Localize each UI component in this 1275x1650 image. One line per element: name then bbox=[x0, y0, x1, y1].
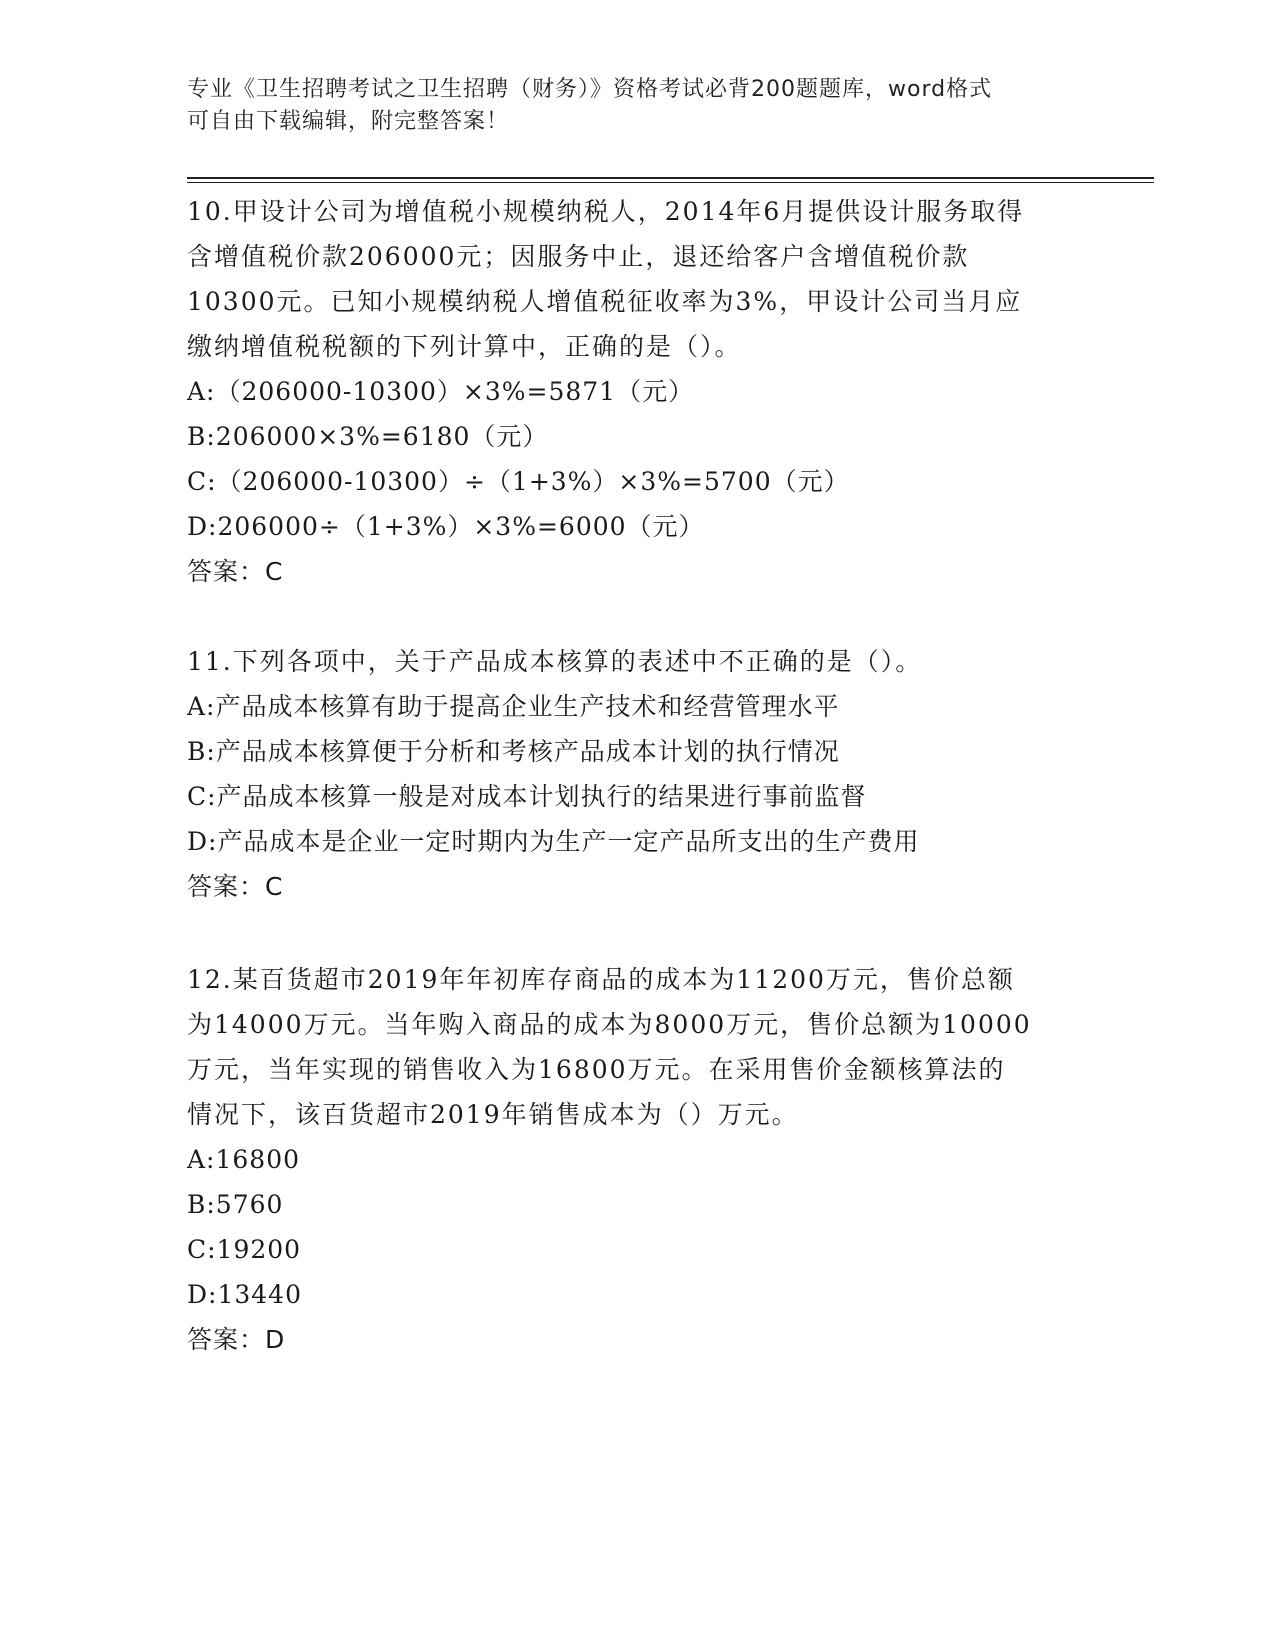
question-stem-line: 缴纳增值税税额的下列计算中，正确的是（）。 bbox=[187, 332, 742, 361]
header-divider-thin bbox=[187, 182, 1154, 183]
question-stem-line: 含增值税价款206000元；因服务中止，退还给客户含增值税价款 bbox=[187, 242, 970, 271]
answer-label: 答案：C bbox=[187, 557, 284, 586]
option-a: A:产品成本核算有助于提高企业生产技术和经营管理水平 bbox=[187, 692, 840, 721]
question-stem-line: 10300元。已知小规模纳税人增值税征收率为3%，甲设计公司当月应 bbox=[187, 287, 1023, 316]
question-11 bbox=[187, 639, 1087, 909]
document-header bbox=[187, 74, 1067, 138]
question-stem-line: 12.某百货超市2019年年初库存商品的成本为11200万元，售价总额 bbox=[187, 965, 1015, 994]
question-stem-line: 为14000万元。当年购入商品的成本为8000万元，售价总额为10000 bbox=[187, 1010, 1032, 1039]
question-12 bbox=[187, 957, 1087, 1362]
option-c: C:19200 bbox=[187, 1235, 302, 1264]
question-stem-line: 万元，当年实现的销售收入为16800万元。在采用售价金额核算法的 bbox=[187, 1055, 1006, 1084]
question-10 bbox=[187, 189, 1087, 594]
option-c: C:（206000-10300）÷（1+3%）×3%=5700（元） bbox=[187, 467, 850, 496]
question-stem-line: 10.甲设计公司为增值税小规模纳税人，2014年6月提供设计服务取得 bbox=[187, 197, 1025, 226]
question-stem-line: 情况下，该百货超市2019年销售成本为（）万元。 bbox=[187, 1100, 799, 1129]
option-a: A:（206000-10300）×3%=5871（元） bbox=[187, 377, 695, 406]
option-a: A:16800 bbox=[187, 1145, 301, 1174]
option-d: D:206000÷（1+3%）×3%=6000（元） bbox=[187, 512, 705, 541]
option-b: B:206000×3%=6180（元） bbox=[187, 422, 549, 451]
header-line-1: 专业《卫生招聘考试之卫生招聘（财务）》资格考试必背200题题库，word格式 bbox=[187, 77, 993, 102]
header-divider-thick bbox=[187, 177, 1154, 179]
option-d: D:13440 bbox=[187, 1280, 302, 1309]
header-line-2: 可自由下载编辑，附完整答案！ bbox=[187, 109, 510, 134]
option-d: D:产品成本是企业一定时期内为生产一定产品所支出的生产费用 bbox=[187, 827, 920, 856]
answer-label: 答案：C bbox=[187, 872, 284, 901]
option-c: C:产品成本核算一般是对成本计划执行的结果进行事前监督 bbox=[187, 782, 867, 811]
answer-label: 答案：D bbox=[187, 1325, 286, 1354]
option-b: B:5760 bbox=[187, 1190, 284, 1219]
question-stem-line: 11.下列各项中，关于产品成本核算的表述中不正确的是（）。 bbox=[187, 647, 923, 676]
option-b: B:产品成本核算便于分析和考核产品成本计划的执行情况 bbox=[187, 737, 840, 766]
